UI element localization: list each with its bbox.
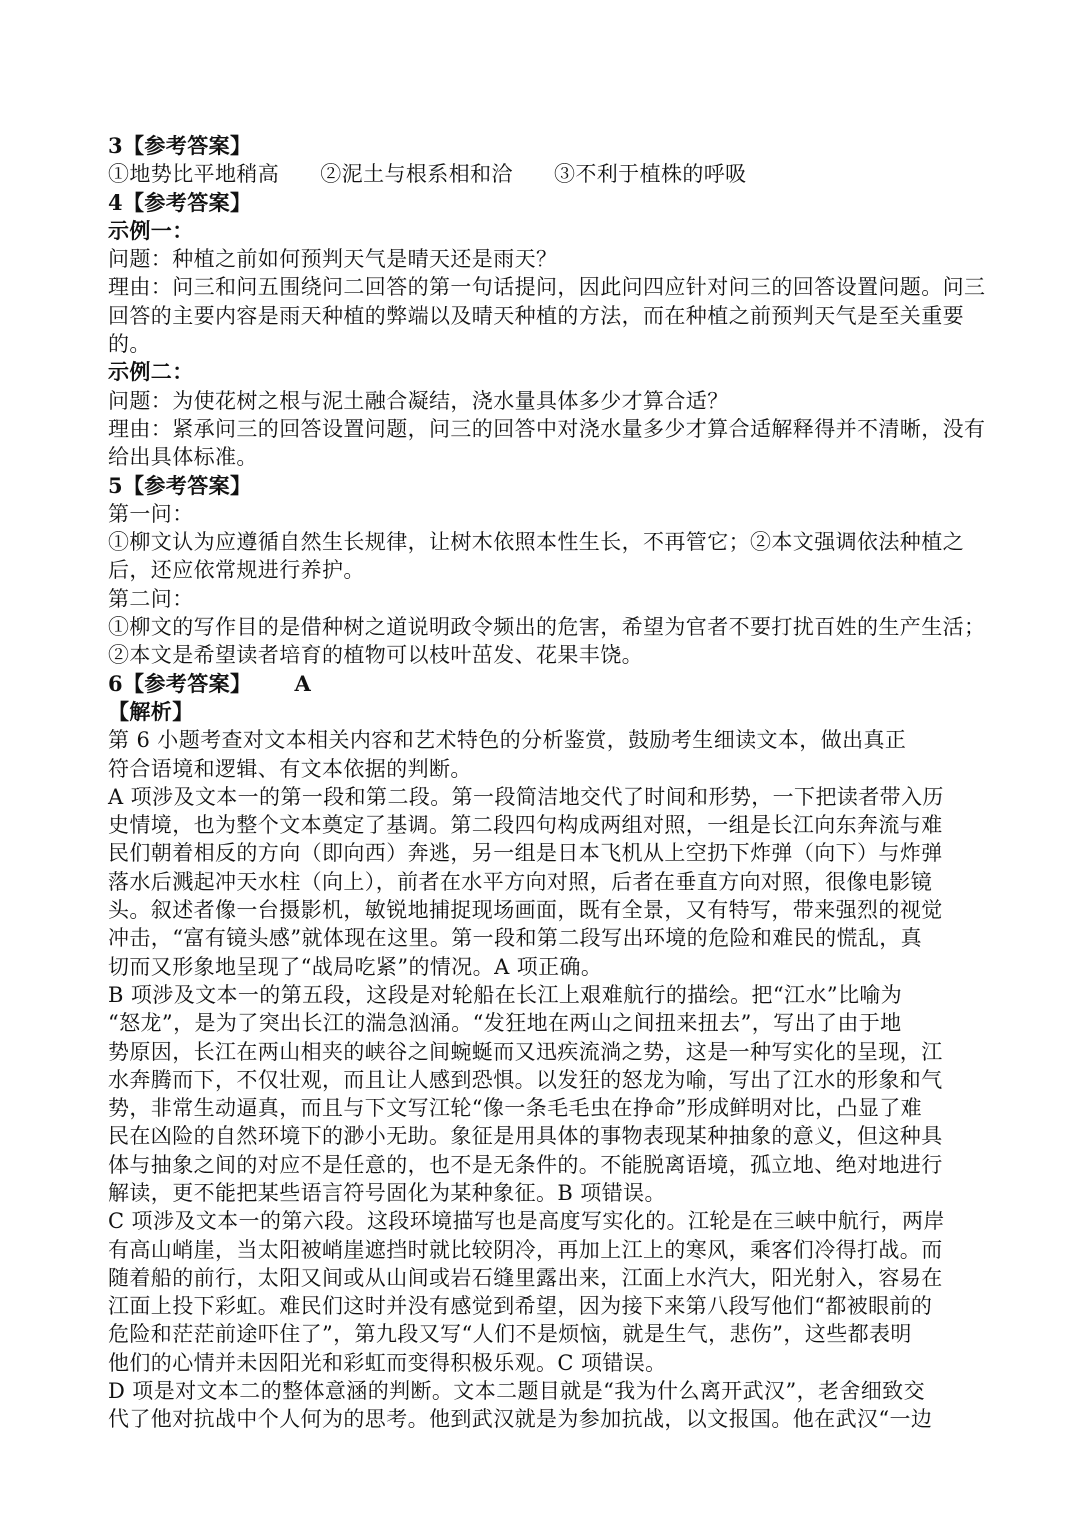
q4-example2-reason-line: 给出具体标准。 <box>108 445 258 470</box>
q4-example2-reason-line: 理由：紧承问三的回答设置问题，问三的回答中对浇水量多少才算合适解释得并不清晰，没有 <box>108 416 986 441</box>
q5-part2-line: ②本文是希望读者培育的植物可以枝叶茁发、花果丰饶。 <box>108 643 643 668</box>
q4-heading: 4【参考答案】 <box>108 189 252 215</box>
q6-heading: 6【参考答案】 <box>108 670 252 696</box>
q6-analysis-line: 冲击，“富有镜头感”就体现在这里。第一段和第二段写出环境的危险和难民的慌乱，真 <box>108 926 923 951</box>
q3-heading: 3【参考答案】 <box>108 133 252 158</box>
q6-analysis-line: 江面上投下彩虹。难民们这时并没有感觉到希望，因为接下来第八段写他们“都被眼前的 <box>108 1294 933 1319</box>
q5-part1-line: ①柳文认为应遵循自然生长规律，让树木依照本性生长，不再管它；②本文强调依法种植之 <box>108 530 964 555</box>
q6-analysis-line: 体与抽象之间的对应不是任意的，也不是无条件的。不能脱离语境，孤立地、绝对地进行 <box>108 1152 943 1177</box>
q5-part2-line: ①柳文的写作目的是借种树之道说明政令频出的危害，希望为官者不要打扰百姓的生产生活； <box>108 615 986 640</box>
q6-analysis-line: 势，非常生动逼真，而且与下文写江轮“像一条毛毛虫在挣命”形成鲜明对比，凸显了难 <box>108 1096 923 1121</box>
q6-analysis-line: 民在凶险的自然环境下的渺小无助。象征是用具体的事物表现某种抽象的意义，但这种具 <box>108 1124 943 1149</box>
q6-analysis-line: 符合语境和逻辑、有文本依据的判断。 <box>108 756 472 781</box>
q6-analysis-line: A 项涉及文本一的第一段和第二段。第一段简洁地交代了时间和形势，一下把读者带入历 <box>108 784 944 809</box>
q5-part1-line: 后，还应依常规进行养护。 <box>108 558 365 583</box>
q6-heading-row <box>108 670 970 698</box>
q3-answer-2: ②泥土与根系相和洽 <box>320 162 513 187</box>
q6-analysis-line: 他们的心情并未因阳光和彩虹而变得积极乐观。C 项错误。 <box>108 1350 667 1375</box>
q6-analysis-line: B 项涉及文本一的第五段，这段是对轮船在长江上艰难航行的描绘。把“江水”比喻为 <box>108 982 903 1007</box>
q6-analysis-line: 切而又形象地呈现了“战局吃紧”的情况。A 项正确。 <box>108 954 603 979</box>
q6-analysis-title: 【解析】 <box>108 698 194 724</box>
q5-part1-title: 第一问： <box>108 501 194 526</box>
q3-answers <box>108 160 970 188</box>
document-page <box>108 132 986 1434</box>
q5-part2-title: 第二问： <box>108 586 194 611</box>
q3-answer-1: ①地势比平地稍高 <box>108 162 280 187</box>
q6-analysis-line: 民们朝着相反的方向（即向西）奔逃，另一组是日本飞机从上空扔下炸弹（向下）与炸弹 <box>108 841 943 866</box>
q6-analysis-line: 有高山峭崖，当太阳被峭崖遮挡时就比较阴冷，再加上江上的寒风，乘客们冷得打战。而 <box>108 1237 943 1262</box>
q6-analysis-line: 危险和茫茫前途吓住了”，第九段又写“人们不是烦恼，就是生气，悲伤”，这些都表明 <box>108 1322 912 1347</box>
q6-analysis-line: “怒龙”，是为了突出长江的湍急汹涌。“发狂地在两山之间扭来扭去”，写出了由于地 <box>108 1011 902 1036</box>
q4-example1-reason-line: 的。 <box>108 332 151 357</box>
q4-example1-question: 问题：种植之前如何预判天气是晴天还是雨天？ <box>108 247 558 272</box>
q4-example2-title: 示例二： <box>108 359 194 385</box>
q6-analysis-line: 解读，更不能把某些语言符号固化为某种象征。B 项错误。 <box>108 1180 666 1205</box>
q4-example2-question: 问题：为使花树之根与泥土融合凝结，浇水量具体多少才算合适？ <box>108 388 729 413</box>
q6-analysis-line: 势原因，长江在两山相夹的峡谷之间蜿蜒而又迅疾流淌之势，这是一种写实化的呈现，江 <box>108 1039 943 1064</box>
q6-analysis-line: D 项是对文本二的整体意涵的判断。文本二题目就是“我为什么离开武汉”，老舍细致交 <box>108 1379 925 1404</box>
q4-example1-reason-line: 理由：问三和问五围绕问二回答的第一句话提问，因此问四应针对问三的回答设置问题。问三 <box>108 275 986 300</box>
q6-answer: A <box>294 670 312 696</box>
q6-analysis-line: 代了他对抗战中个人何为的思考。他到武汉就是为参加抗战，以文报国。他在武汉“一边 <box>108 1407 933 1432</box>
q6-analysis-line: 随着船的前行，太阳又间或从山间或岩石缝里露出来，江面上水汽大，阳光射入，容易在 <box>108 1265 943 1290</box>
q6-analysis-line: C 项涉及文本一的第六段。这段环境描写也是高度写实化的。江轮是在三峡中航行，两岸 <box>108 1209 945 1234</box>
q6-analysis-line: 第 6 小题考查对文本相关内容和艺术特色的分析鉴赏，鼓励考生细读文本，做出真正 <box>108 728 907 753</box>
q5-heading: 5【参考答案】 <box>108 472 252 498</box>
q6-analysis-line: 头。叙述者像一台摄影机，敏锐地捕捉现场画面，既有全景，又有特写，带来强烈的视觉 <box>108 898 943 923</box>
q4-example1-reason-line: 回答的主要内容是雨天种植的弊端以及晴天种植的方法，而在种植之前预判天气是至关重要 <box>108 303 964 328</box>
q3-answer-3: ③不利于植株的呼吸 <box>553 162 747 187</box>
q6-analysis-line: 落水后溅起冲天水柱（向上），前者在水平方向对照，后者在垂直方向对照，很像电影镜 <box>108 869 933 894</box>
q6-analysis-line: 水奔腾而下，不仅壮观，而且让人感到恐惧。以发狂的怒龙为喻，写出了江水的形象和气 <box>108 1067 943 1092</box>
q4-example1-title: 示例一： <box>108 217 194 243</box>
q6-analysis-line: 史情境，也为整个文本奠定了基调。第二段四句构成两组对照，一组是长江向东奔流与难 <box>108 813 943 838</box>
